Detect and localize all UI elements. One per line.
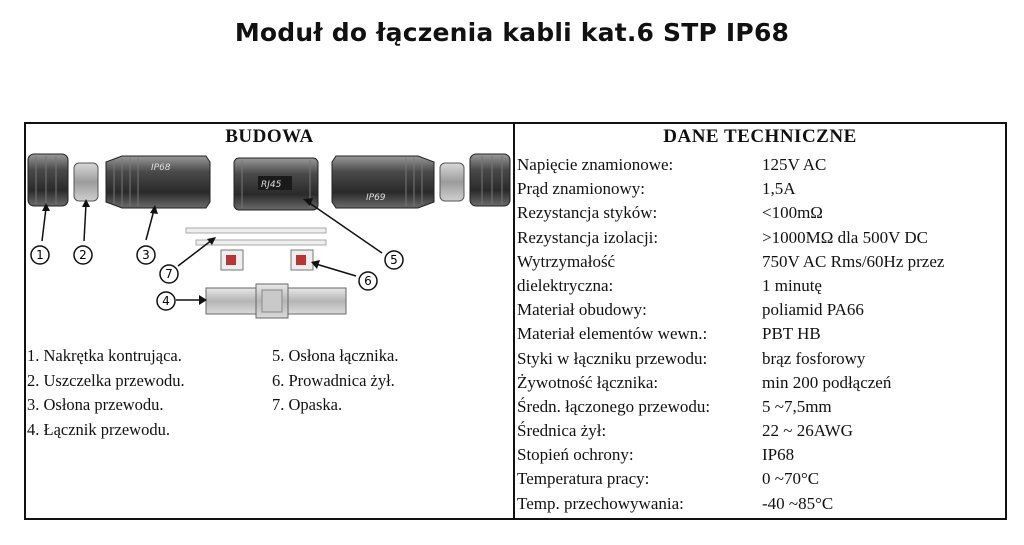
callout-7: 7	[165, 267, 173, 281]
parts-legend-right	[272, 344, 398, 418]
spec-row	[517, 177, 1005, 201]
callout-2: 2	[79, 248, 87, 262]
spec-label: Temp. przechowywania:	[517, 493, 684, 513]
wire-guides	[221, 250, 313, 270]
legend-item: 6. Prowadnica żył.	[272, 370, 395, 390]
spec-row	[517, 226, 1005, 250]
spec-label: Rezystancja styków:	[517, 203, 658, 223]
spec-label: Średn. łączonego przewodu:	[517, 396, 711, 416]
spec-value: 22 ~ 26AWG	[762, 421, 853, 441]
spec-row	[517, 492, 1005, 516]
spec-label: Wytrzymałość	[517, 251, 616, 271]
cable-ties	[186, 228, 326, 245]
spec-value: 5 ~7,5mm	[762, 396, 832, 416]
spec-row	[517, 250, 1005, 274]
spec-label: Materiał elementów wewn.:	[517, 324, 708, 344]
spec-row	[517, 322, 1005, 346]
spec-label: Żywotność łącznika:	[517, 372, 659, 392]
callout-5: 5	[390, 253, 398, 267]
lock-nut-left	[28, 154, 68, 206]
spec-value: 0 ~70°C	[762, 469, 820, 489]
spec-row	[517, 467, 1005, 491]
spec-row	[517, 201, 1005, 225]
spec-label: Rezystancja izolacji:	[517, 227, 659, 247]
spec-value: <100mΩ	[762, 203, 823, 223]
spec-row	[517, 347, 1005, 371]
page-title: Moduł do łączenia kabli kat.6 STP IP68	[234, 18, 790, 47]
callout-1: 1	[36, 248, 44, 262]
legend-item: 7. Opaska.	[272, 395, 343, 414]
leader-lines	[42, 202, 382, 300]
cable-shell-right	[332, 156, 434, 208]
spec-row	[517, 298, 1005, 322]
spec-label: Materiał obudowy:	[517, 300, 647, 320]
connector-exploded-diagram	[26, 148, 513, 338]
spec-row	[517, 419, 1005, 443]
legend-item: 3. Osłona przewodu.	[27, 395, 164, 414]
legend-item: 5. Osłona łącznika.	[272, 346, 399, 365]
column-divider	[513, 122, 515, 520]
technical-data-table	[517, 153, 1005, 516]
callout-3: 3	[142, 248, 150, 262]
spec-label: Średnica żył:	[517, 421, 607, 441]
spec-value: PBT HB	[762, 324, 821, 344]
rj45-marking: RJ45	[261, 180, 282, 190]
legend-item: 4. Łącznik przewodu.	[27, 419, 170, 439]
legend-item: 1. Nakrętka kontrująca.	[27, 346, 182, 365]
cable-shell-left	[106, 156, 210, 208]
spec-row	[517, 274, 1005, 298]
spec-label: Temperatura pracy:	[517, 469, 650, 489]
spec-row	[517, 153, 1005, 177]
callout-6: 6	[364, 274, 372, 288]
spec-row	[517, 395, 1005, 419]
spec-label: dielektryczna:	[517, 275, 614, 295]
cable-seal-right	[440, 163, 464, 201]
spec-value: poliamid PA66	[762, 300, 864, 320]
spec-label: Stopień ochrony:	[517, 445, 634, 465]
spec-value: >1000MΩ dla 500V DC	[762, 227, 928, 247]
spec-value: 1,5A	[762, 179, 796, 199]
budowa-heading: BUDOWA	[225, 126, 314, 147]
spec-label: Napięcie znamionowe:	[517, 155, 674, 174]
spec-row	[517, 443, 1005, 467]
cable-coupler	[206, 284, 346, 318]
connector-shield	[234, 158, 318, 210]
parts-legend-left	[27, 344, 185, 442]
ip69-marking: IP69	[366, 193, 386, 203]
spec-value: 750V AC Rms/60Hz przez	[762, 251, 945, 271]
spec-value: 1 minutę	[762, 275, 822, 295]
cable-seal-left	[74, 163, 98, 201]
legend-item: 2. Uszczelka przewodu.	[27, 370, 185, 390]
spec-value: brąz fosforowy	[762, 348, 866, 368]
spec-label: Prąd znamionowy:	[517, 179, 645, 199]
spec-value: IP68	[762, 445, 795, 465]
spec-value: min 200 podłączeń	[762, 372, 892, 392]
spec-value: 125V AC	[762, 155, 827, 174]
ip68-marking: IP68	[151, 163, 171, 173]
spec-value: -40 ~85°C	[762, 493, 834, 513]
spec-label: Styki w łączniku przewodu:	[517, 348, 708, 368]
spec-row	[517, 371, 1005, 395]
lock-nut-right	[470, 154, 510, 206]
dane-techniczne-heading: DANE TECHNICZNE	[663, 126, 857, 147]
callout-4: 4	[162, 294, 170, 308]
